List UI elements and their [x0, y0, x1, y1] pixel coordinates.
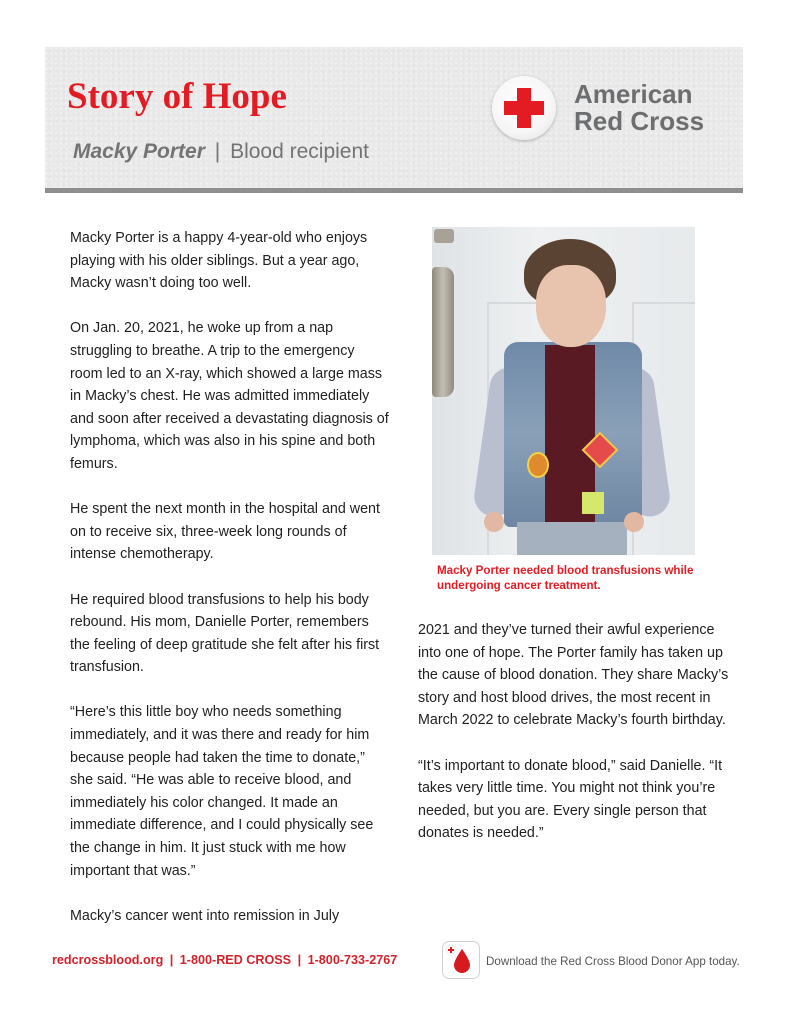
logo-wordmark — [574, 81, 704, 135]
header-banner — [45, 47, 743, 193]
website-link[interactable]: redcrossblood.org — [52, 953, 164, 967]
photo-caption: Macky Porter needed blood transfusions while undergoing cancer treatment. — [437, 564, 694, 592]
app-download-text: Download the Red Cross Blood Donor App today. — [486, 955, 740, 968]
paragraph: On Jan. 20, 2021, he woke up from a nap struggling to breathe. A trip to the emergency room led to an X-ray, which showed a large mass in Macky’s chest. He was admitted immediately and soon after received a devastating diagnosis of lymphoma, which was also in his spine and both femurs. — [70, 320, 389, 472]
paragraph: Macky’s cancer went into remission in July — [70, 907, 340, 924]
subtitle — [73, 140, 369, 164]
page-title: Story of Hope — [67, 76, 287, 117]
paragraph: “Here’s this little boy who needs something immediately, and it was there and ready for him because people had taken the time to donate,” she said. “He was able to receive blood, and immediately his color changed. It made an immediate difference, and I could physically see the change in him. It just stuck with me how important that was.” — [70, 704, 374, 879]
paragraph: Macky Porter is a happy 4-year-old who enjoys playing with his older siblings. But a year ago, Macky wasn’t doing too well. — [70, 230, 368, 292]
blood-drop-app-icon[interactable] — [442, 941, 480, 979]
footer-contact — [52, 953, 397, 967]
blood-drop-icon — [452, 948, 472, 974]
paragraph: “It’s important to donate blood,” said Danielle. “It takes very little time. You might not think you’re needed, but you are. Every single person that donates is needed.” — [418, 757, 723, 842]
right-column — [418, 619, 738, 868]
story-photo — [432, 227, 695, 555]
left-column — [70, 227, 390, 950]
logo-line-1: American — [574, 79, 693, 109]
paragraph: He spent the next month in the hospital and went on to receive six, three-week long rounds of intense chemotherapy. — [70, 501, 380, 563]
paragraph: 2021 and they’ve turned their awful experience into one of hope. The Porter family has taken up the cause of blood donation. They share Macky’s story and host blood drives, the most recent in March 2022 to celebrate Macky’s fourth birthday. — [418, 622, 729, 729]
footer-separator: | — [169, 953, 174, 967]
logo-line-2: Red Cross — [574, 106, 705, 136]
phone-digits[interactable]: 1-800-733-2767 — [307, 953, 398, 967]
subtitle-separator: | — [214, 140, 221, 163]
subtitle-name: Macky Porter — [73, 140, 205, 163]
phone-words[interactable]: 1-800-RED CROSS — [179, 953, 292, 967]
red-cross-icon — [492, 76, 556, 140]
paragraph: He required blood transfusions to help his body rebound. His mom, Danielle Porter, remembers the feeling of deep gratitude she felt after his first transfusion. — [70, 591, 380, 676]
subtitle-role: Blood recipient — [230, 140, 369, 163]
footer-separator: | — [297, 953, 302, 967]
